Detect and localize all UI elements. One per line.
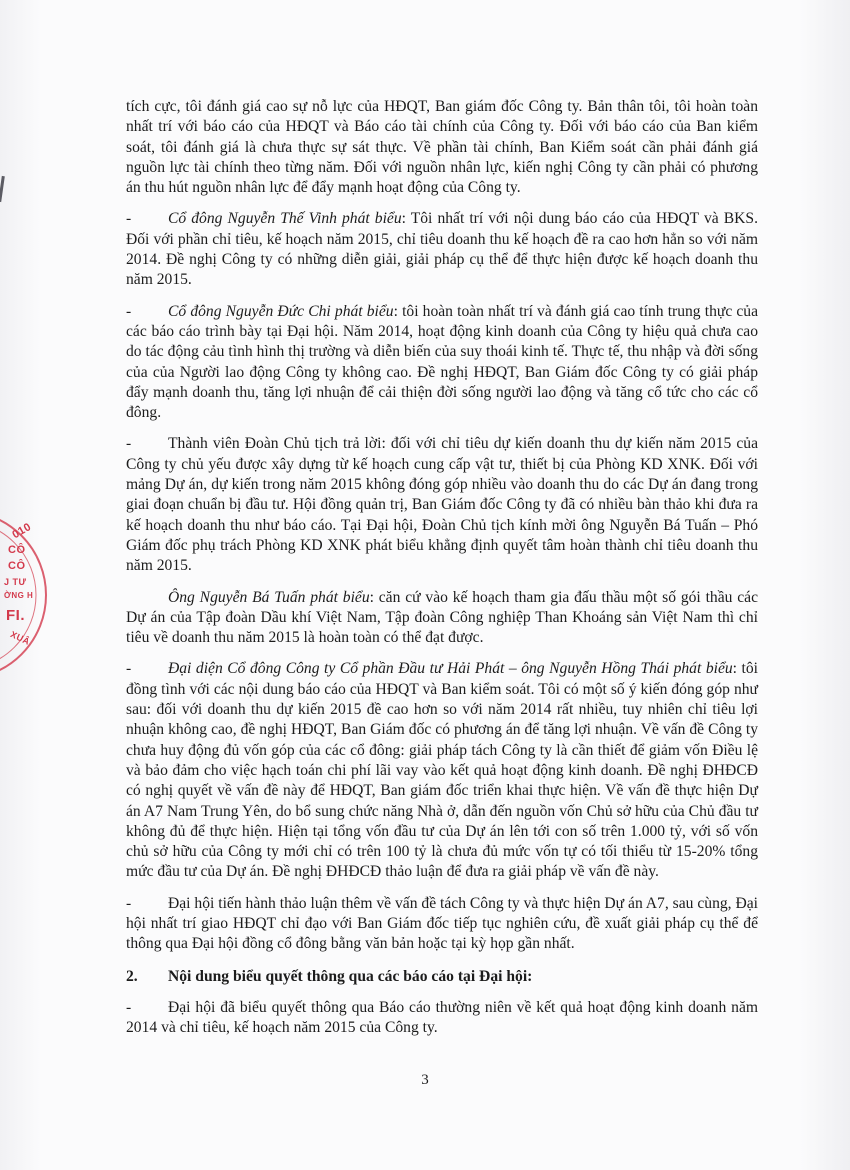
section-title: Nội dung biểu quyết thông qua các báo cáo tại Đại hội: xyxy=(168,967,533,985)
list-dash: - xyxy=(126,210,132,228)
paragraph-4 xyxy=(126,434,758,576)
list-dash: - xyxy=(126,998,132,1016)
paragraph-2 xyxy=(126,209,758,290)
section-heading xyxy=(126,967,758,987)
paragraph-text: Đại hội tiến hành thảo luận thêm về vấn đề tách Công ty và thực hiện Dự án A7, sau cùng, Đại hội nhất trí giao HĐQT chỉ đạo với Ban Giám đốc tiếp tục nghiên cứu, đề xuất giải pháp cụ thể để thông qua Đại hội đồng cổ đông bằng văn bản hoặc tại kỳ họp gần nhất. xyxy=(126,894,758,953)
list-dash: - xyxy=(126,435,132,453)
list-dash: - xyxy=(126,660,132,678)
list-dash: - xyxy=(126,894,132,912)
stamp-text: ỜNG H xyxy=(4,591,34,600)
paragraph-text: : căn cứ vào kế hoạch tham gia đấu thầu một số gói thầu các Dự án của Tập đoàn Dầu khí Việt Nam, Tập đoàn Công nghiệp Than Khoáng sản Việt Nam thì chỉ tiêu về doanh thu năm 2015 là hoàn toàn có thể đạt được. xyxy=(126,588,758,647)
paragraph-7 xyxy=(126,894,758,955)
stamp-text: CÔ xyxy=(8,560,26,572)
section-number: 2. xyxy=(126,967,138,985)
stamp-text: FI. xyxy=(6,607,25,624)
edge-mark xyxy=(0,176,5,202)
speaker-name: Đại diện Cổ đông Công ty Cổ phần Đầu tư Hải Phát – ông Nguyễn Hồng Thái phát biểu xyxy=(168,660,733,678)
stamp-text: 010 xyxy=(10,520,34,542)
company-stamp xyxy=(0,505,50,685)
paragraph-text: : Tôi nhất trí với nội dung báo cáo của HĐQT và BKS. Đối với phần chỉ tiêu, kế hoạch năm 2015, chỉ tiêu doanh thu kế hoạch đề ra cao hơn hẳn so với năm 2014. Đề nghị Công ty có những diễn giải, giải pháp cụ thể để thực hiện được kế hoạch doanh thu năm 2015. xyxy=(126,210,758,289)
final-paragraph xyxy=(126,998,758,1039)
paragraph-5 xyxy=(126,588,758,649)
page-number: 3 xyxy=(421,1072,429,1088)
paragraph-text: Thành viên Đoàn Chủ tịch trả lời: đối với chỉ tiêu dự kiến doanh thu dự kiến năm 2015 của Công ty chủ yếu được xây dựng từ kế hoạch cung cấp vật tư, thiết bị của Phòng KD XNK. Đối với mảng Dự án, dự kiến trong năm 2015 không đóng góp nhiều vào doanh thu do các Dự án đang trong giai đoạn chuẩn bị đầu tư. Hội đồng quản trị, Ban Giám đốc Công ty đã có nhiều bàn thảo khi đưa ra kế hoạch doanh thu như báo cáo. Tại Đại hội, Đoàn Chủ tịch kính mời ông Nguyễn Bá Tuấn – Phó Giám đốc phụ trách Phòng KD XNK phát biểu khẳng định quyết tâm hoàn thành chỉ tiêu doanh thu năm 2015. xyxy=(126,435,758,575)
speaker-name: Ông Nguyễn Bá Tuấn phát biểu xyxy=(168,588,370,606)
list-dash: - xyxy=(126,302,132,320)
paragraph-1 xyxy=(126,97,758,198)
document-body xyxy=(126,97,758,1049)
paragraph-3 xyxy=(126,302,758,424)
paragraph-text: : tôi đồng tình với các nội dung báo cáo của HĐQT và Ban kiểm soát. Tôi có một số ý kiến đóng góp như sau: đối với doanh thu dự kiến 2015 đề cao hơn so với năm 2014 rất nhiều, tuy nhiên chỉ tiêu lợi nhuận không cao, đề nghị HĐQT, Ban Giám đốc có phương án để tăng lợi nhuận. Về vấn đề Công ty chưa huy động đủ vốn góp của các cổ đông: giải pháp tách Công ty là cần thiết để giảm vốn Điều lệ và bảo đảm cho việc hạch toán chi phí lãi vay vào kết quả hoạt động kinh doanh. Đề nghị ĐHĐCĐ có nghị quyết về vấn đề này để HĐQT, Ban giám đốc triển khai thực hiện. Về vấn đề thực hiện Dự án A7 Nam Trung Yên, do bổ sung chức năng Nhà ở, dẫn đến nguồn vốn Chủ sở hữu của Chủ đầu tư không đủ để thực hiện. Hiện tại tổng vốn đầu tư của Dự án lên tới con số trên 1.000 tỷ, với số vốn chủ sở hữu của Công ty mới chỉ có trên 100 tỷ là chưa đủ mức vốn tự có tối thiểu từ 15-20% tổng mức đầu tư của Dự án. Đề nghị ĐHĐCĐ thảo luận để đưa ra giải pháp về vấn đề này. xyxy=(126,660,758,881)
paragraph-text: tích cực, tôi đánh giá cao sự nỗ lực của HĐQT, Ban giám đốc Công ty. Bản thân tôi, tôi hoàn toàn nhất trí với báo cáo của HĐQT và Báo cáo tài chính của Công ty. Đối với báo cáo của Ban kiểm soát, tôi đánh giá là chưa thực sự sát thực. Về phần tài chính, Ban Kiểm soát cần phải đánh giá nguồn lực tài chính theo từng năm. Đối với nguồn nhân lực, kiến nghị Công ty cần phải có phương án thu hút nguồn nhân lực để đẩy mạnh hoạt động của Công ty. xyxy=(126,98,758,197)
speaker-name: Cổ đông Nguyễn Thế Vinh phát biểu xyxy=(168,210,402,228)
stamp-text: XUÂ xyxy=(8,629,32,647)
paragraph-6 xyxy=(126,659,758,882)
stamp-text: J TƯ xyxy=(4,577,27,587)
paragraph-text: Đại hội đã biểu quyết thông qua Báo cáo thường niên về kết quả hoạt động kinh doanh năm 2014 và chỉ tiêu, kế hoạch năm 2015 của Công ty. xyxy=(126,998,758,1037)
speaker-name: Cổ đông Nguyễn Đức Chi phát biểu xyxy=(168,302,394,320)
paragraph-text: : tôi hoàn toàn nhất trí và đánh giá cao tính trung thực của các báo cáo trình bày tại Đại hội. Năm 2014, hoạt động kinh doanh của Công ty hiệu quả chưa cao do tác động cảu tình hình thị trường và diễn biến của suy thoái kinh tế. Thực tế, thu nhập và đời sống của của Người lao động Công ty không cao. Đề nghị HĐQT, Ban Giám đốc Công ty có giải pháp đẩy mạnh doanh thu, tăng lợi nhuận để cải thiện đời sống người lao động và tăng cổ tức cho các cổ đông. xyxy=(126,302,759,422)
stamp-text: CÔ xyxy=(8,544,26,556)
